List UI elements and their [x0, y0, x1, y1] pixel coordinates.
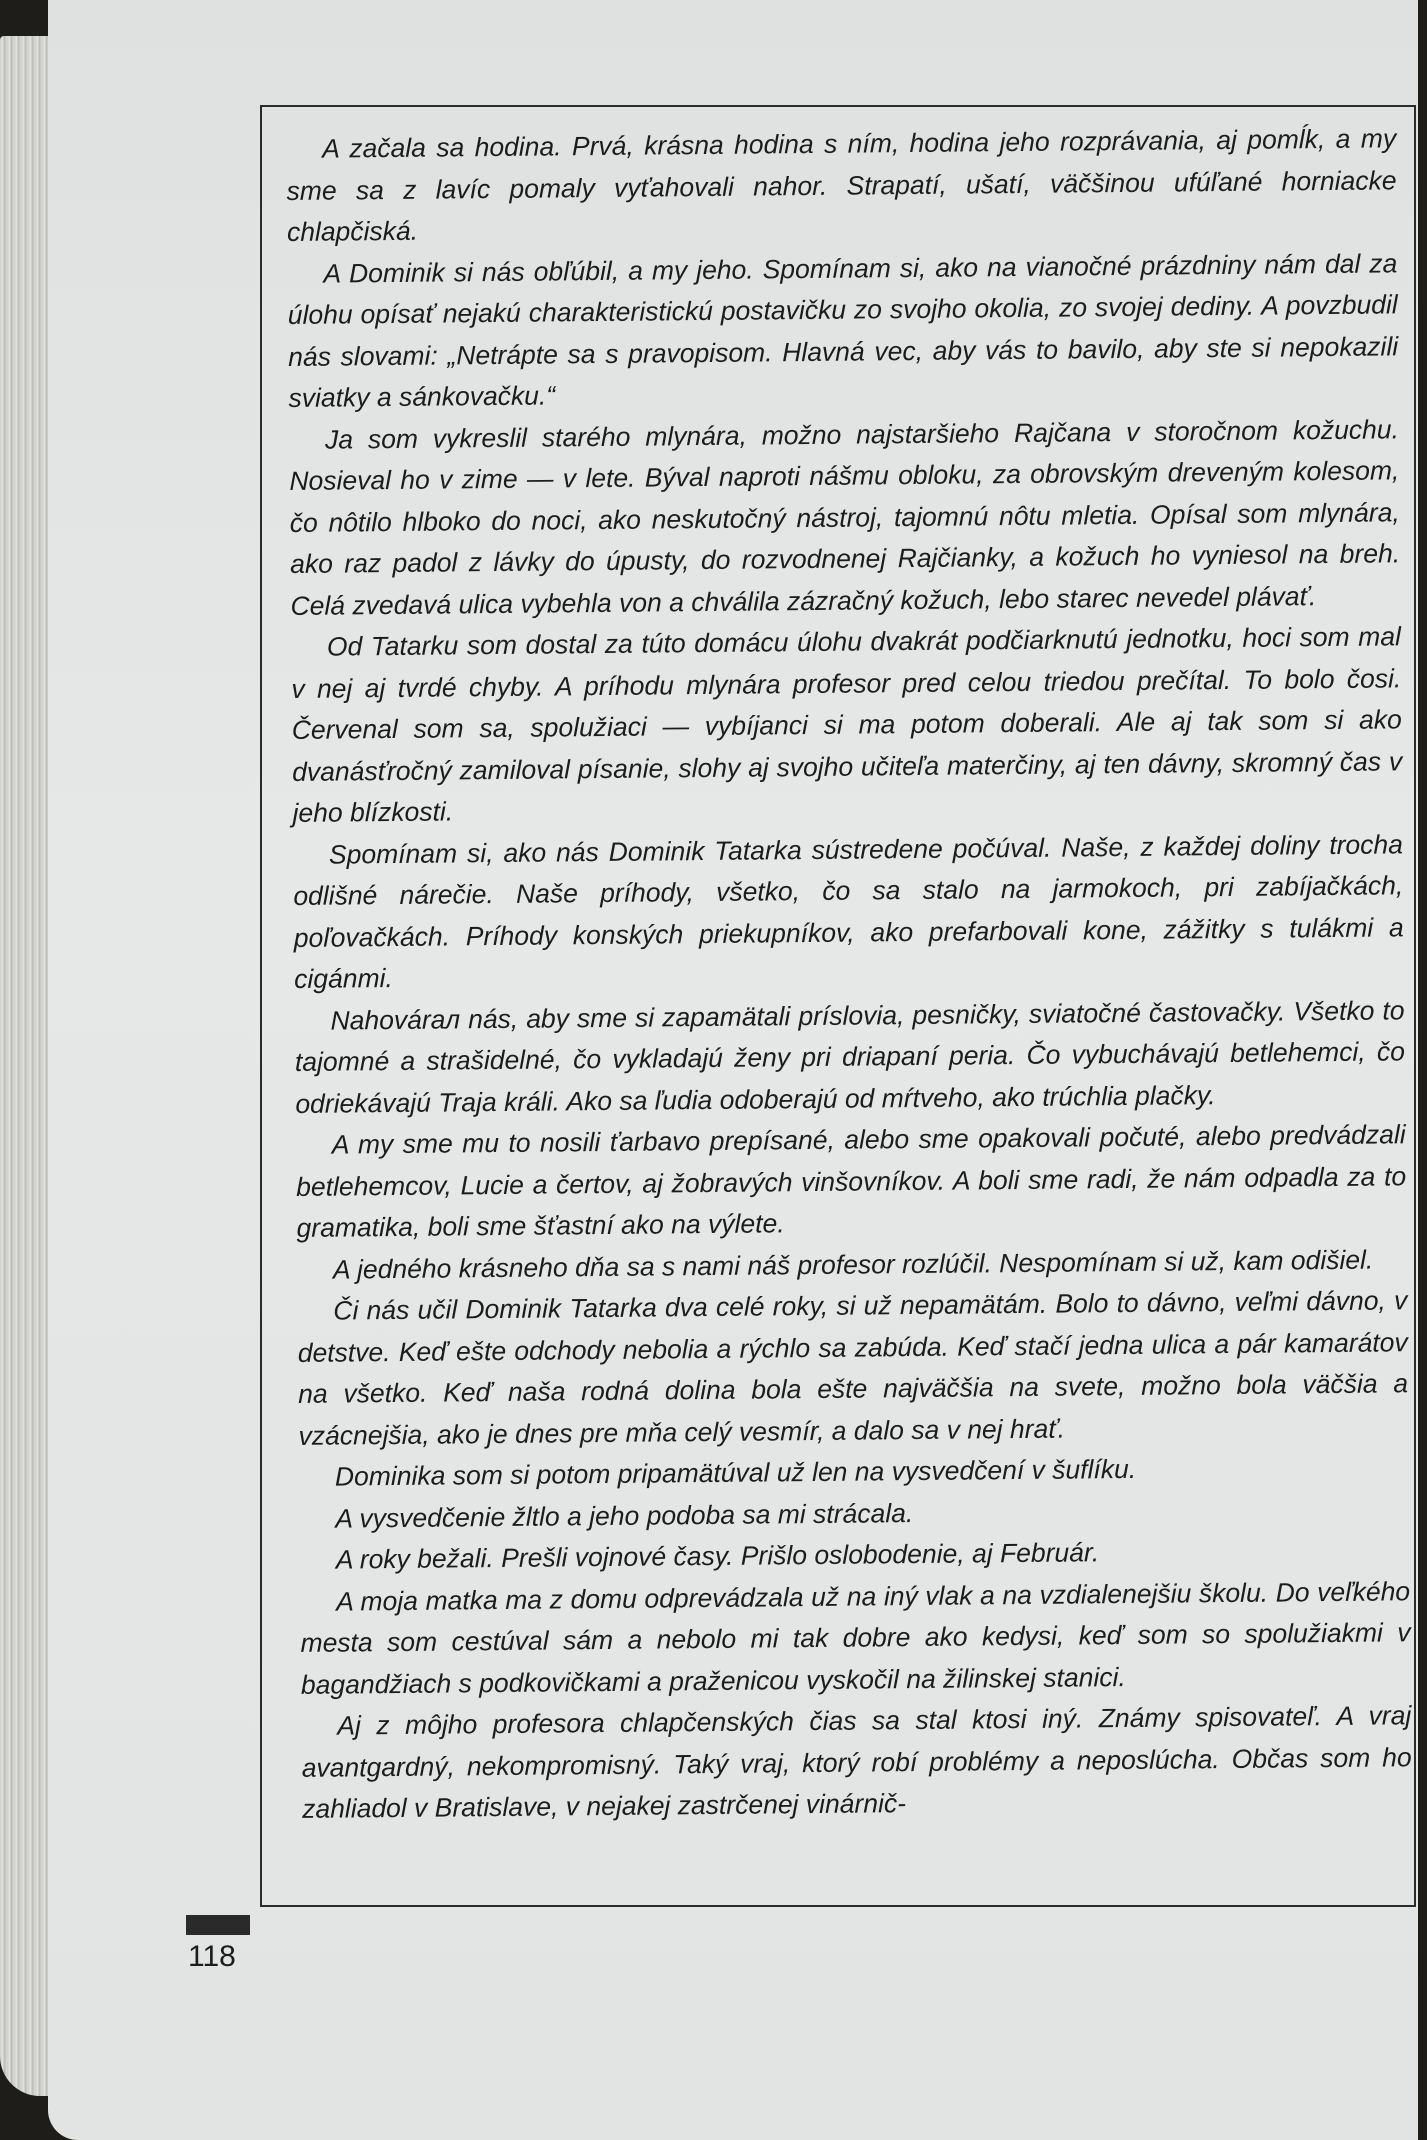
paragraph: A my sme mu to nosili ťarbavo prepísané, alebo sme opakovali počuté, alebo predvádzali betlehemcov, Lucie a čertov, aj žobravých vinšovníkov. A boli sme radi, že nám odpadla za to gramatika, boli sme šťastní ako na výlete.: [296, 1119, 1407, 1243]
page-number-marker: [186, 1915, 250, 1935]
book-page: [48, 0, 1418, 2140]
paragraph: A vysvedčenie žltlo a jeho podoba sa mi strácala.: [335, 1497, 914, 1534]
paragraph: A Dominik si nás obľúbil, a my jeho. Spomínam si, ako na vianočné prázdniny nám dal za úlohu opísať nejakú charakteristickú postavičku zo svojho okolia, zo svojej dediny. A povzbudil nás slovami: „Netrápte sa s pravopisom. Hlavná vec, aby vás to bavilo, aby ste si nepokazili sviatky a sánkovačku.“: [287, 247, 1399, 413]
page-number: 118: [188, 1940, 236, 1973]
paragraph: Ja som vykreslil starého mlynára, možno najstaršieho Rajčana v storočnom kožuchu. Nosieval ho v zime — v lete. Býval naproti nášmu obloku, za obrovským dreveným kolesom, čo nôtilo hlboko do noci, ako neskutočný nástroj, tajomnú nôtu mletia. Opísal som mlynára, ako raz padol z lávky do úpusty, do rozvodnenej Rajčianky, a kožuch ho vyniesol na breh. Celá zvedavá ulica vybehla von a chválila zázračný kožuch, lebo starec nevedel plávať.: [289, 413, 1401, 621]
text-frame: [260, 105, 1416, 1907]
paragraph: Aj z môjho profesora chlapčenských čias sa stal ktosi iný. Známy spisovateľ. A vraj avantgardný, nekompromisný. Taký vraj, ktorý robí problémy a neposlúcha. Občas som ho zahliadol v Bratislave, v nejakej zastrčenej vinárnič-: [301, 1700, 1412, 1824]
paragraph: Dominika som si potom pripamätúval už len na vysvedčení v šuflíku.: [334, 1453, 1137, 1492]
paragraph: Spomínam si, ako nás Dominik Tatarka sústredene počúval. Naše, z každej doliny trocha odlišné nárečie. Naše príhody, všetko, čo sa stalo na jarmokoch, pri zabíjačkách, poľovačkách. Príhody konských priekupníkov, ako prefarbovali kone, zážitky s tulákmi a cigánmi.: [293, 828, 1404, 994]
paragraph: Či nás učil Dominik Tatarka dva celé roky, si už nepamätám. Bolo to dávno, veľmi dávno, v detstve. Keď ešte odchody nebolia a rýchlo sa zabúda. Keď stačí jedna ulica a pár kamarátov na všetko. Keď naša rodná dolina bola ešte najväčšia na svete, možno bola väčšia a vzácnejšia, ako je dnes pre mňa celý vesmír, a dalo sa v nej hrať.: [297, 1285, 1409, 1451]
paragraph: A moja matka ma z domu odprevádzala už na iný vlak a na vzdialenejšiu školu. Do veľkého mesta som cestúval sám a nebolo mi tak dobre ako kedysi, keď som so spolužiakmi v bagandžiach s podkovičkami a praženicou vyskočil na žilinskej stanici.: [300, 1575, 1411, 1700]
text-body: [286, 118, 1412, 1830]
paragraph: A jedného krásneho dňa sa s nami náš profesor rozlúčil. Nespomínam si už, kam odišiel.: [332, 1244, 1374, 1285]
paragraph: Od Tatarku som dostal za túto domácu úlohu dvakrát podčiarknutú jednotku, hoci som mal v nej aj tvrdé chyby. A príhodu mlynára profesor pred celou triedou prečítal. To bolo čosi. Červenal som sa, spolužiaci — vybíjanci si ma potom doberali. Ale aj tak som si ako dvanásťročný zamiloval písanie, slohy aj svojho učiteľa materčiny, aj ten dávny, skromný čas v jeho blízkosti.: [291, 621, 1403, 828]
paragraph: A roky bežali. Prešli vojnové časy. Prišlo oslobodenie, aj Február.: [335, 1537, 1100, 1575]
paragraph: Nahovárал nás, aby sme si zapamätali príslovia, pesničky, sviatočné častovačky. Všetko to tajomné a strašidelné, čo vykladajú ženy pri driapaní peria. Čo vybuchávajú betlehemci, čo odriekávajú Traja králi. Ako sa ľudia odoberajú od mŕtveho, ako trúchlia plačky.: [294, 994, 1406, 1119]
paragraph: A začala sa hodina. Prvá, krásna hodina s ním, hodina jeho rozprávania, aj pomĺk, a my sme sa z lavíc pomaly vyťahovali nahor. Strapatí, ušatí, väčšinou ufúľané horniacke chlapčiská.: [286, 123, 1397, 247]
